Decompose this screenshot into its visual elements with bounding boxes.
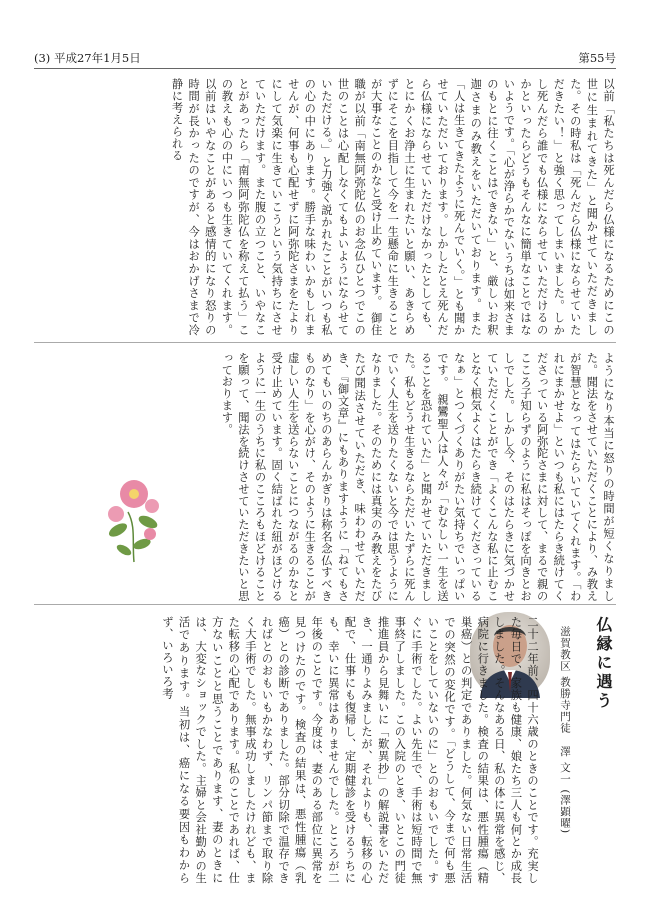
author-reading: (澤顕曜) (559, 789, 571, 835)
middle-essay-paragraph: ようになり本当に怒りの時間が短くなりました。聞法をさせていただくことにより、み教えが智慧となってはたらいていてくれます。「われにまかせよ」といつも私にはたらき続けてくださっている阿弥陀さまに対して、まるで親のこころ子知らずのように私はそっぽを向きとおしでした。しかし今、そのはたらきに気づかせていただくことができ「よくこんな私に止むことなく根気よくはたらき続けてくださっているなぁ」とつくづくありがたい気持ちでいっぱいです。 親鸞聖人は人々が「むなしい一生を送ることを恐れていた」と聞かせていただきました。私もどうせ生きるならただいたずらに死んでいく人生を送りたくないと今では思うようになりました。そのためには真実のみ教えをたびたび聞法させていただき、味わわせていただき、『御文章』にもありますように「ねてもさめてもいのちのあらんかぎりは称名念仏すべきものなり」を心がけ、そのように生きることが虚しい人生を送らないことにつながるのかなと受け止めています。固く結ばれた紐がほどけるように一生のうちに私のこころもほどけることを願って、聞法を続けさせていただきたいと思っております。 (220, 352, 615, 602)
article-title: 仏縁に遇う (594, 616, 613, 711)
article-paragraph: 二十二年前、四十六歳のときのことです。充実した毎日で、家族も健康、娘たち三人も何とか成長しました。そんなある日、私の体に異常を感じ、病院に行きました。検査の結果は、悪性腫瘍（精巣癌）との判定でありました。何気ない日常生活での突然の変化です。「どうして、今まで何も悪いことをしていないのに」とのおもいでした。すぐに手術でした。よい先生で、手術は短時間で無事終了しました。この入院のとき、いとこの門徒推進員から見舞いに「歎異抄」の解説書をいただき、一通りよみましたが、それよりも、転移の心配で、仕事にも復帰し、定期健診を受けるうちにも、幸いに異常はありませんでした。ところが二年後のことです。今度は、妻のある部位に異常を見つけたのです。検査の結果は、悪性腫瘍（乳癌）との診断でありました。部分切除で温存できればとのおもいもかなわず、リンパ節まで取り除く大手術でした。無事成功しましたけれども、また転移の心配であります。私のことであれば、仕方ないことと思うことであります、妻のときには、大変なショックでした。主婦と会社勤めの生活であります。当初は、癌になる要因もわからず、いろいろ考 (160, 616, 539, 884)
issue-date: (3) 平成27年1月5日 (34, 51, 141, 65)
issue-number: 第55号 (578, 51, 616, 65)
bottom-divider (34, 604, 616, 605)
article-body (34, 616, 540, 884)
top-essay-paragraph: 以前「私たちは死んだら仏様になるためにこの世に生まれてきた」と聞かせていただきました。その時私は「死んだら仏様にならせていただきたい！」と強く思ってしまいました。しかし死んだら誰でも仏様にならせていただけるのかといったらどうもそんなに簡単なことではないようです。「心が浄らかでないうちは如来さまのもとに往くことはできない」と、厳しいお釈迦さまのみ教えをいただいております。また「人は生きてきたように死んでいく。」とも聞かせていただいております。しかしたとえ死んだら仏様にならせていただけなかったとしても、とにかくお浄土に生まれたいと願い、あきらめずにそこを目指して今を一生懸命に生きることが大事なことのかなと受け止めています。 御住職が以前「南無阿弥陀仏のお念仏ひとつでこの世のことは心配しなくてもよいようにならせていただける。」と力強く説かれたことがいつも私の心の中にあります。勝手な味わいかもしれませんが、何事も心配せずに阿弥陀さまをたよりにして気楽に生きていこうという気持ちにさせていただけます。また腹の立つこと、いやなことがあったら「南無阿弥陀仏を称えて払う」この教えも心の中にいつも生きていてくれます。以前はいやなことがあると感情的になり怒りの時間が長かったのですが、今はおかげさまで冷静に考えられる (170, 78, 615, 336)
page-header (34, 48, 616, 69)
top-divider (34, 342, 616, 343)
byline-affiliation: 滋賀教区 教勝寺門徒 (559, 626, 571, 734)
author-name: 澤 文一 (559, 746, 571, 786)
article-byline (558, 626, 572, 886)
camellia-illustration (98, 472, 170, 564)
middle-essay-text (186, 352, 616, 602)
top-essay-text (34, 78, 616, 336)
